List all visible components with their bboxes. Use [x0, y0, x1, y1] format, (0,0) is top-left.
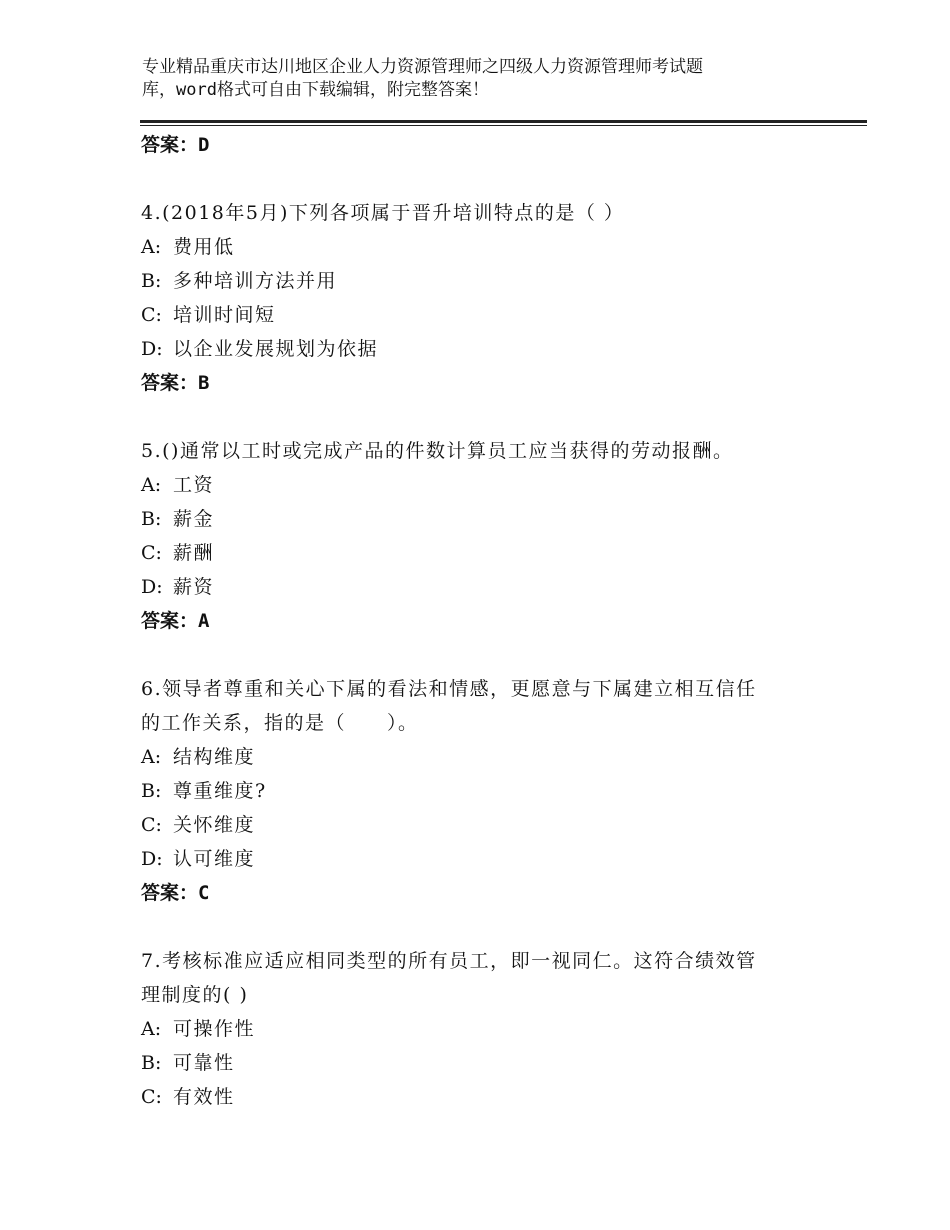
option-text: 以企业发展规划为依据	[173, 338, 379, 360]
option-text: 尊重维度?	[173, 780, 267, 802]
option-key: A:	[141, 746, 162, 768]
answer-line: 答案：D	[141, 134, 210, 156]
question-block	[141, 434, 821, 638]
option-text: 工资	[173, 474, 215, 496]
option-key: D:	[141, 338, 163, 360]
question-stem	[141, 434, 821, 468]
option-text: 培训时间短	[173, 304, 276, 326]
question-stem-line: 6.领导者尊重和关心下属的看法和情感，更愿意与下属建立相互信任	[141, 678, 757, 700]
question-block	[141, 672, 821, 910]
answer-option	[141, 468, 821, 502]
header-divider-thin	[140, 125, 867, 126]
option-text: 薪金	[173, 508, 215, 530]
answer-option	[141, 298, 821, 332]
option-text: 关怀维度	[173, 814, 256, 836]
header-divider-thick	[140, 120, 867, 123]
question-stem	[141, 196, 821, 230]
option-key: D:	[141, 576, 163, 598]
answer-option	[141, 842, 821, 876]
answer-option	[141, 740, 821, 774]
option-text: 有效性	[173, 1086, 235, 1108]
answer-option	[141, 1080, 821, 1114]
option-key: B:	[141, 270, 162, 292]
option-key: C:	[141, 304, 162, 326]
option-text: 费用低	[173, 236, 235, 258]
question-stem-line: 4.(2018年5月)下列各项属于晋升培训特点的是（ ）	[141, 202, 625, 224]
question-stem	[141, 672, 821, 740]
option-key: A:	[141, 236, 162, 258]
answer-option	[141, 230, 821, 264]
answer-option	[141, 1046, 821, 1080]
option-key: B:	[141, 1052, 162, 1074]
question-block	[141, 944, 821, 1114]
option-key: C:	[141, 814, 162, 836]
option-text: 结构维度	[173, 746, 256, 768]
option-key: A:	[141, 474, 162, 496]
answer-option	[141, 536, 821, 570]
question-list	[141, 196, 821, 1114]
option-text: 薪酬	[173, 542, 215, 564]
option-key: C:	[141, 542, 162, 564]
option-key: C:	[141, 1086, 162, 1108]
option-key: B:	[141, 508, 162, 530]
option-text: 可靠性	[173, 1052, 235, 1074]
question-stem-line: 7.考核标准应适应相同类型的所有员工，即一视同仁。这符合绩效管	[141, 950, 757, 972]
answer-option	[141, 332, 821, 366]
answer-option	[141, 808, 821, 842]
option-text: 可操作性	[173, 1018, 256, 1040]
answer-line: 答案：A	[141, 610, 210, 632]
document-header	[142, 56, 842, 102]
option-text: 认可维度	[173, 848, 256, 870]
answer-option	[141, 1012, 821, 1046]
question-stem-line: 的工作关系，指的是（ ）。	[141, 712, 419, 734]
option-key: B:	[141, 780, 162, 802]
question-block	[141, 196, 821, 400]
option-text: 多种培训方法并用	[173, 270, 338, 292]
question-stem	[141, 944, 821, 1012]
answer-option	[141, 774, 821, 808]
question-stem-line: 5.()通常以工时或完成产品的件数计算员工应当获得的劳动报酬。	[141, 440, 734, 462]
answer-option	[141, 264, 821, 298]
option-key: A:	[141, 1018, 162, 1040]
answer-line: 答案：B	[141, 372, 210, 394]
question-stem-line: 理制度的( )	[141, 984, 249, 1006]
option-text: 薪资	[173, 576, 215, 598]
answer-option	[141, 502, 821, 536]
document-body	[141, 128, 821, 1114]
option-key: D:	[141, 848, 163, 870]
header-line-1: 专业精品重庆市达川地区企业人力资源管理师之四级人力资源管理师考试题	[142, 57, 703, 77]
answer-line: 答案：C	[141, 882, 210, 904]
header-line-2: 库，word格式可自由下载编辑，附完整答案！	[142, 80, 489, 100]
answer-option	[141, 570, 821, 604]
